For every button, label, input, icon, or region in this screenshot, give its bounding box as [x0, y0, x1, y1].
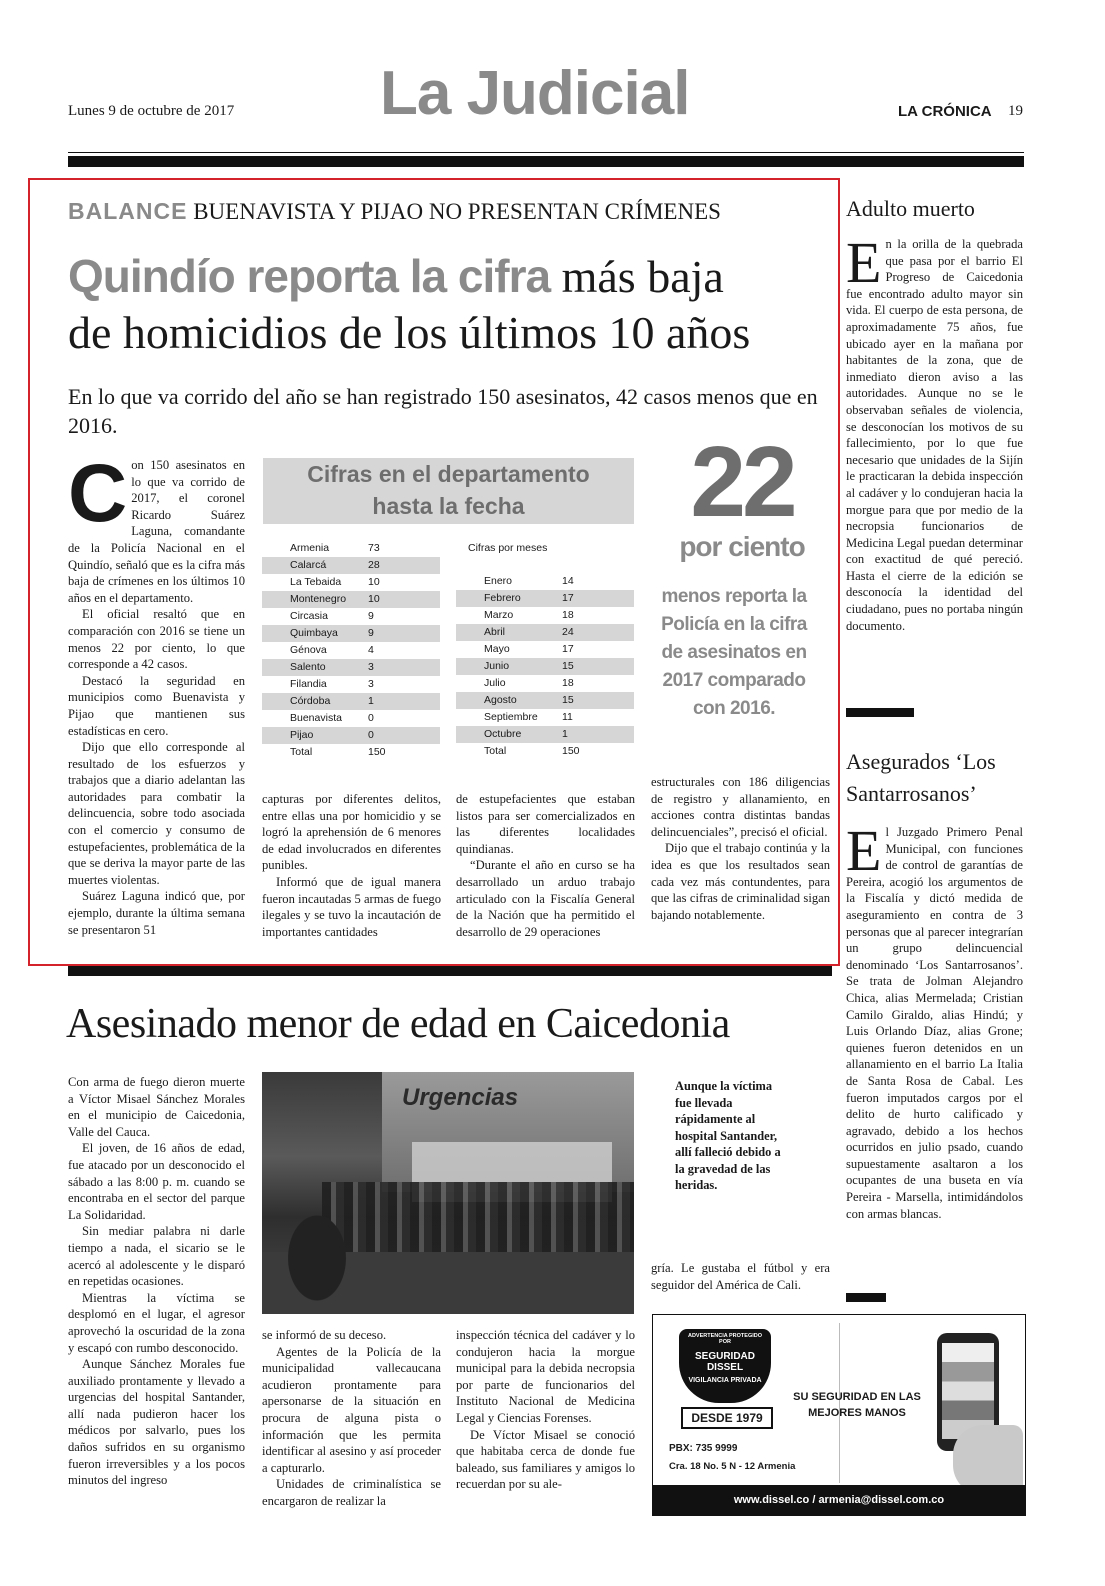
- paragraph: on 150 asesinatos en lo que va corrido de 2017, el coronel Ricardo Suárez Laguna, comandante de la Policía Nacional en el Quindío, señaló que es la cifra más baja de crímenes en los últimos 10 años en el departamento.: [68, 458, 245, 605]
- paragraph: Agentes de la Policía de la municipalidad vallecaucana acudieron prontamente para apersonarse de la situación en procura de alguna pista o información que les permita identificar al asesino y así proceder a capturarlo.: [262, 1344, 441, 1475]
- ad-divider: [839, 1323, 840, 1483]
- row-value: 73: [368, 542, 380, 554]
- row-label: Marzo: [484, 609, 514, 621]
- ad-address: Cra. 18 No. 5 N - 12 Armenia: [669, 1461, 796, 1472]
- paragraph: De Víctor Misael se conoció que habitaba cerca de donde fue baleado, sus familiares y amigos lo recuerdan por su ale-: [456, 1427, 635, 1492]
- row-label: Buenavista: [290, 712, 342, 724]
- paragraph: El oficial resaltó que en comparación con 2016 se tiene un menos 22 por ciento, lo que corresponde a 42 casos.: [68, 607, 245, 672]
- issue-date: Lunes 9 de octubre de 2017: [68, 103, 235, 119]
- headline-black-2: de homicidios de los últimos 10 años: [68, 307, 751, 358]
- paragraph: de estupefacientes que estaban listos para ser comercializados en las diferentes localidades quindianas.: [456, 792, 635, 856]
- photo-caption: Aunque la víctima fue llevada rápidamente al hospital Santander, allí falleció debido a la gravedad de las heridas.: [675, 1079, 781, 1192]
- motorcycle: [272, 1192, 362, 1302]
- headline-black-1: más baja: [561, 251, 724, 302]
- paragraph: Con arma de fuego dieron muerte a Víctor Misael Sánchez Morales en el municipio de Caicedonia, Valle del Cauca.: [68, 1075, 245, 1139]
- row-value: 9: [368, 610, 374, 622]
- row-value: 11: [562, 711, 573, 723]
- row-label: Filandia: [290, 678, 327, 690]
- row-label: Enero: [484, 575, 513, 587]
- side-divider: [846, 1293, 886, 1302]
- row-label: Total: [290, 746, 313, 758]
- side-story-2: [846, 818, 1023, 1222]
- badge-sub: VIGILANCIA PRIVADA: [688, 1377, 762, 1384]
- row-label: Octubre: [484, 728, 522, 740]
- paragraph: gría. Le gustaba el fútbol y era seguidor del América de Cali.: [651, 1261, 830, 1292]
- row-label: Quimbaya: [290, 627, 338, 639]
- crowd: [322, 1182, 634, 1252]
- big-number-text: menos reporta la Policía en la cifra de asesinatos en 2017 comparado con 2016.: [661, 586, 807, 719]
- kicker-label: BALANCE: [68, 198, 188, 224]
- big-number-unit: por ciento: [679, 531, 805, 562]
- ad-slogan-2: MEJORES MANOS: [808, 1407, 906, 1419]
- row-label: Calarcá: [290, 559, 327, 571]
- row-value: 28: [368, 559, 380, 571]
- header-thick-rule: [68, 156, 1024, 167]
- row-label: Córdoba: [290, 695, 331, 707]
- paragraph: Dijo que el trabajo continúa y la idea es que los resultados sean cada vez más contundentes, para que las cifras de criminalidad sigan bajando notablemente.: [651, 841, 830, 922]
- row-value: 3: [368, 678, 374, 690]
- second-col-1: [68, 1074, 245, 1489]
- ad-footer[interactable]: www.dissel.co / armenia@dissel.com.co: [653, 1485, 1025, 1515]
- side-story-1: [846, 230, 1023, 634]
- paragraph: Mientras la víctima se desplomó en el lugar, el agresor aprovechó la oscuridad de la zona y escapó con rumbo desconocido.: [68, 1290, 245, 1355]
- row-value: 15: [562, 660, 574, 672]
- row-value: 1: [368, 695, 374, 707]
- kicker-text: BUENAVISTA Y PIJAO NO PRESENTAN CRÍMENES: [193, 199, 721, 224]
- row-label: Julio: [484, 677, 506, 689]
- stats-title-1: Cifras en el departamento: [307, 461, 590, 487]
- paragraph: “Durante el año en curso se ha desarrollado un arduo trabajo articulado con la Fiscalía General de la Nación que ha permitido el desarrollo de 29 operaciones: [456, 858, 635, 939]
- badge-name: SEGURIDAD DISSEL: [694, 1351, 755, 1373]
- row-label: Montenegro: [290, 593, 347, 605]
- row-value: 18: [562, 677, 574, 689]
- second-headline: Asesinado menor de edad en Caicedonia: [66, 1001, 730, 1047]
- row-label: Total: [484, 745, 507, 757]
- row-value: 17: [562, 643, 574, 655]
- big-number: 22: [690, 426, 794, 538]
- row-label: Armenia: [290, 542, 330, 554]
- urgencias-sign: Urgencias: [402, 1084, 519, 1111]
- row-value: 15: [562, 694, 574, 706]
- paragraph: Informó que de igual manera fueron incautadas 5 armas de fuego ilegales y se tuvo la incautación de importantes cantidades: [262, 874, 441, 939]
- row-value: 10: [368, 593, 380, 605]
- row-label: Abril: [484, 626, 506, 638]
- ad-slogan-1: SU SEGURIDAD EN LAS: [793, 1391, 921, 1403]
- ad-phone: PBX: 735 9999: [669, 1443, 738, 1454]
- paper-name: LA CRÓNICA: [898, 103, 992, 120]
- badge-since: DESDE 1979: [681, 1407, 773, 1429]
- row-value: 0: [368, 712, 374, 724]
- row-value: 150: [562, 745, 580, 757]
- row-value: 150: [368, 746, 386, 758]
- paragraph: El joven, de 16 años de edad, fue atacado por un desconocido el sábado a las 8:00 p. m. cuando se encontraba en el sector del parque La Solidaridad.: [68, 1141, 245, 1222]
- dropcap: C: [68, 448, 128, 539]
- deck: En lo que va corrido del año se han registrado 150 asesinatos, 42 casos menos que en 2016.: [68, 384, 818, 438]
- paragraph: inspección técnica del cadáver y lo condujeron hacia la morgue municipal para la debida necropsia por parte de funcionarios del Instituto Nacional de Medicina Legal y Ciencias Forenses.: [456, 1328, 635, 1425]
- row-label: Septiembre: [484, 711, 538, 723]
- paragraph: capturas por diferentes delitos, entre ellas una por homicidio y se logró la aprehensión de 6 menores de edad involucrados en diferentes punibles.: [262, 792, 441, 873]
- side-title-2: Asegurados ‘Los Santarrosanos’: [846, 749, 996, 806]
- paragraph: Sin mediar palabra ni darle tiempo a nada, el sicario se le acercó al adolescente y le disparó en repetidas ocasiones.: [68, 1224, 245, 1289]
- row-value: 4: [368, 644, 374, 656]
- side-title-1: Adulto muerto: [846, 196, 975, 221]
- paragraph: Suárez Laguna indicó que, por ejemplo, durante la última semana se presentaron 51: [68, 889, 245, 937]
- row-label: Febrero: [484, 592, 521, 604]
- second-col-3: [456, 1327, 635, 1493]
- row-value: 10: [368, 576, 380, 588]
- row-value: 0: [368, 729, 374, 741]
- highlight-frame: [28, 178, 840, 966]
- news-photo: [262, 1072, 634, 1314]
- dropcap: E: [846, 230, 882, 295]
- row-label: Mayo: [484, 643, 510, 655]
- second-col-4: [651, 1260, 830, 1293]
- paragraph: Dijo que ello corresponde al resultado de los esfuerzos y trabajos que a diario adelantan las autoridades para combatir la delincuencia, sobre todo asociada con el comercio y consumo de estupefacientes, problemática de la que se deriva la mayor parte de las muertes violentas.: [68, 740, 245, 887]
- row-label: Génova: [290, 644, 327, 656]
- second-col-2: [262, 1327, 441, 1510]
- row-label: La Tebaida: [290, 576, 342, 588]
- paragraph: Aunque Sánchez Morales fue auxiliado prontamente y llevado a urgencias del hospital Santander, allí nada pudieron hacer los médicos por salvarlo, pues los daños sufridos en su organismo fueron irreversibles y a los pocos minutos del ingreso: [68, 1357, 245, 1488]
- paragraph: Unidades de criminalística se encargaron de realizar la: [262, 1477, 441, 1508]
- stats-title-2: hasta la fecha: [372, 493, 525, 519]
- badge-top: ADVERTENCIA PROTEGIDO POR: [687, 1333, 763, 1345]
- paragraph: l Juzgado Primero Penal Municipal, con funciones de control de garantías de Pereira, acogió los argumentos de la Fiscalía y dictó medida de aseguramiento en contra de 3 personas que al parecer integrarían un grupo delincuencial denominado ‘Los Santarrosanos’. Se trata de Jolman Alejandro Chica, alias Mermelada; Cristian Camilo Giraldo, alias Hindú; y Luis Orlando Díaz, alias Grone; quienes fueron detenidos en un allanamiento en el barrio La Italia de Santa Rosa de Cabal. Les fueron imputados cargos por el delito de hurto calificado y agravado, debido a los hechos ocurridos en julio psado, cuando supuestamente asaltaron a los ocupantes de una buseta en vía Pereira - Marsella, intimidándolos con armas blancas.: [846, 825, 1023, 1221]
- section-rule: [68, 966, 832, 976]
- paragraph: estructurales con 186 diligencias de registro y allanamiento, en acciones contra distintas bandas delincuenciales”, precisó el oficial.: [651, 775, 830, 839]
- page-number: 19: [1008, 103, 1023, 119]
- row-label: Pijao: [290, 729, 314, 741]
- row-value: 1: [562, 728, 568, 740]
- row-label: Agosto: [484, 694, 517, 706]
- headline-gray: Quindío reporta la cifra: [68, 250, 551, 302]
- section-title: La Judicial: [380, 59, 690, 128]
- row-value: 9: [368, 627, 374, 639]
- paragraph: n la orilla de la quebrada que pasa por el barrio El Progreso de Caicedonia fue encontrado adulto mayor sin vida. El cuerpo de esta persona, de aproximadamente 75 años, fue ubicado ayer en la mañana por habitantes de la zona, que de inmediato dieron aviso a las autoridades. Aunque no se le observaban señales de violencia, se desconocían los motivos de su fallecimiento, por lo que fue necesario que unidades de la Sijín le practicaran la debida inspección al cadáver y lo condujeran hacia la morgue para que por medio de la necropsia funcionarios de Medicina Legal puedan determinar con exactitud de qué pereció. Hasta el cierre de la edición se desconocía la identidad del ciudadano, pues no portaba ningún documento.: [846, 237, 1023, 633]
- side-divider: [846, 708, 914, 717]
- row-value: 14: [562, 575, 574, 587]
- row-value: 17: [562, 592, 574, 604]
- row-value: 24: [562, 626, 574, 638]
- row-label: Salento: [290, 661, 326, 673]
- header-thin-rule: [68, 152, 1024, 153]
- dropcap: E: [846, 818, 882, 883]
- row-label: Junio: [484, 660, 510, 672]
- row-value: 3: [368, 661, 374, 673]
- security-ad[interactable]: [652, 1314, 1026, 1516]
- row-value: 18: [562, 609, 574, 621]
- row-label: Circasia: [290, 610, 328, 622]
- paragraph: se informó de su deceso.: [262, 1328, 387, 1342]
- paragraph: Destacó la seguridad en municipios como Buenavista y Pijao que mantienen sus estadísticas en cero.: [68, 673, 245, 738]
- months-header: Cifras por meses: [468, 542, 548, 554]
